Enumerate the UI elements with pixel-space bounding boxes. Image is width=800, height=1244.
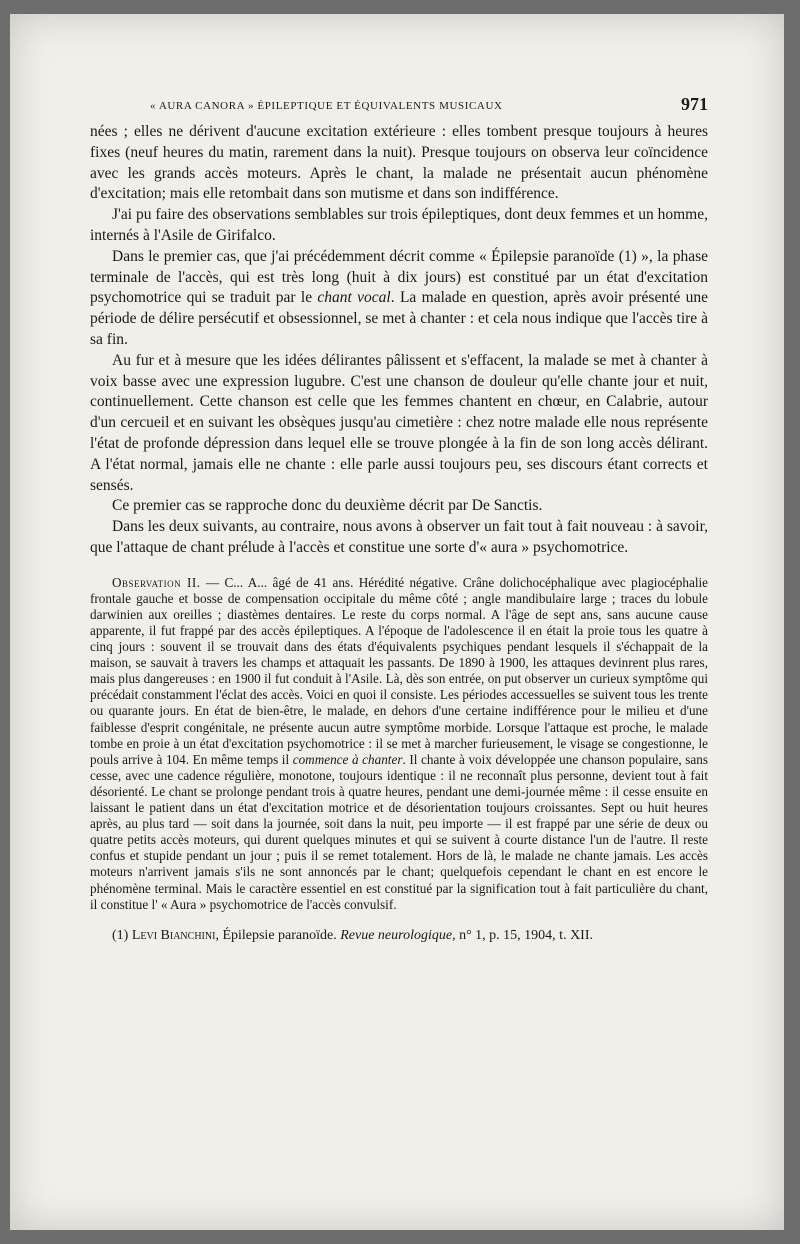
paragraph-6: Dans les deux suivants, au contraire, nous avons à observer un fait tout à fait nouveau : à savoir, que l'attaque de chant prélude à l'accès et constitue une sorte d'« aura » psychomotrice. [90, 518, 708, 556]
observation-emphasis: commence à chanter [292, 751, 403, 767]
footnote-journal: Revue neurologique [340, 927, 453, 943]
scanned-page [10, 14, 784, 1230]
chant-vocal-emphasis: chant vocal [317, 289, 391, 307]
footnote-title: , Épilepsie paranoïde. [215, 927, 341, 943]
observation-text-end: . Il chante à voix développée une chanson populaire, sans cesse, avec une cadence régulière, monotone, toujours identique : il ne reconnaît plus personne, devient tout à fait désorienté. Le chant se prolonge pendant trois à quatre heures, pendant une demi-journée même : il cesse ensuite en laissant le patient dans un état d'excitation motrice et de désorientation toujours croissantes. Sept ou huit heures après, au plus tard — soit dans la journée, soit dans la nuit, peu importe — il est frappé par une série de deux ou quatre petits accès moteurs, qui durent quelques minutes et qui se suivent à courte distance l'un de l'autre. Il reste confus et stupide pendant un jour ; puis il se remet totalement. Hors de là, le malade ne chante jamais. Les accès moteurs n'arrivent jamais s'ils ne sont annoncés par le chant; quelquefois cependant le chant en est encore le phénomène terminal. Mais le caractère essentiel en est constitué par la signification tout à fait particulière du chant, il constitue l' « Aura » psychomotrice de l'accès convulsif. [90, 751, 708, 912]
page-number: 971 [681, 94, 708, 114]
paragraph-3-start: Dans le premier cas, que j'ai précédemment décrit comme « Épilepsie paranoïde (1) », la phase terminale de l'accès, qui est très long (huit à dix jours) est constitué par un état d'excitation psychomotrice qui se traduit par le [90, 247, 708, 307]
page-content [90, 92, 708, 945]
observation-block [90, 575, 708, 913]
footnote-marker: (1) [112, 927, 132, 943]
paragraph-3 [90, 247, 708, 351]
paragraph-3-end: . La malade en question, après avoir présenté une période de délire persécutif et obsessionnel, se met à chanter : et cela nous indique que l'accès tire à sa fin. [90, 289, 708, 348]
running-header [90, 92, 708, 122]
observation-text-start: — C... A... âgé de 41 ans. Hérédité négative. Crâne dolichocéphalique avec plagiocéphalie frontale gauche et bosse de compensation occipitale du même côté ; angle mandibulaire large ; traces du lobule darwinien aux oreilles ; diastèmes dentaires. Le reste du corps normal. A l'âge de sept ans, sans aucune cause apparente, il fut frappé par des accès épileptiques. A l'époque de l'adolescence il en était la proie tous les quatre à cinq jours : souvent il se trouvait dans des états d'équivalents psychiques pendant lesquels il s'échappait de la maison, se sauvait à travers les champs et attaquait les passants. De 1890 à 1900, les attaques devinrent plus rares, mais plus dangereuses : en 1900 il fut conduit à l'Asile. Là, dès son entrée, on put observer un curieux symptôme qui précédait constamment l'éclat des accès. Voici en quoi il consiste. Les périodes accessuelles se suivent tous les trente ou quarante jours. En état de bien-être, le malade, en dehors d'une certaine indifférence pour le milieu et d'une faiblesse d'esprit congénitale, ne présente aucun autre symptôme morbide. Lorsque l'attaque est proche, le malade tombe en proie à un état d'excitation psychomotrice : il se met à marcher furieusement, le visage se congestionne, le pouls arrive à 104. En même temps il [90, 574, 708, 767]
footnote [90, 927, 708, 945]
running-title: « AURA CANORA » ÉPILEPTIQUE ET ÉQUIVALENTS MUSICAUX [150, 100, 503, 112]
footnote-author: Levi Bianchini [131, 927, 216, 943]
observation-paragraph [90, 575, 708, 913]
paragraph-1: nées ; elles ne dérivent d'aucune excitation extérieure : elles tombent presque toujours à heures fixes (neuf heures du matin, rarement dans la nuit). Presque toujours on observa leur coïncidence avec les grands accès moteurs. Après le chant, la malade ne présentait aucun phénomène d'excitation; mais elle retombait dans son mutisme et dans son indifférence. [90, 123, 708, 203]
body-text [90, 122, 708, 559]
paragraph-5: Ce premier cas se rapproche donc du deuxième décrit par De Sanctis. [112, 497, 543, 515]
footnote-reference: , n° 1, p. 15, 1904, t. XII. [452, 927, 594, 943]
observation-label: Observation II. [112, 574, 201, 590]
paragraph-4: Au fur et à mesure que les idées délirantes pâlissent et s'effacent, la malade se met à chanter à voix basse avec une expression lugubre. C'est une chanson de douleur qu'elle chante jour et nuit, continuellement. Cette chanson est celle que les femmes chantent en chœur, en Calabrie, autour d'un cercueil et en suivant les obsèques jusqu'au cimetière : chez notre malade elle nous représente l'état de profonde dépression dans lequel elle se trouve plongée à la fin de son long accès délirant. A l'état normal, jamais elle ne chante : elle parle aussi toujours peu, ses discours étant corrects et sensés. [90, 351, 708, 494]
paragraph-2: J'ai pu faire des observations semblables sur trois épileptiques, dont deux femmes et un homme, internés à l'Asile de Girifalco. [90, 206, 708, 244]
